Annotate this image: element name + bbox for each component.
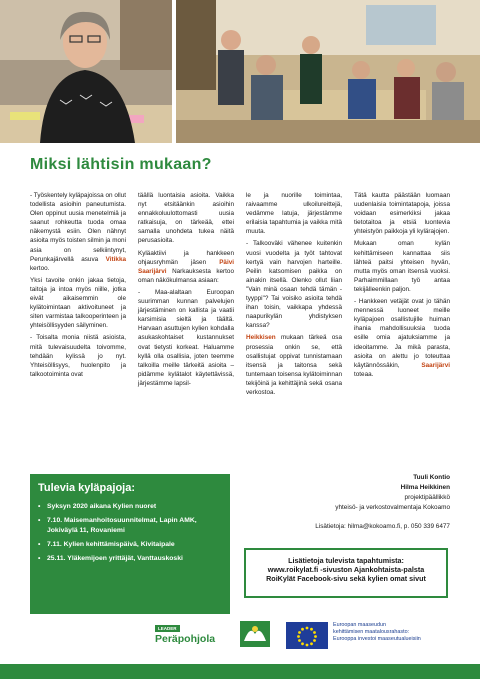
paragraph: Tätä kautta päästään luomaan uudenlaisia toimintatapoja, joissa voidaan esimerkiksi jakaa tietotaitoa ja etsiä luontevia yhteistyön paikkoja yli kylärajojen. xyxy=(354,192,450,236)
list-item xyxy=(38,540,224,550)
bullet-icon: • xyxy=(38,503,41,510)
person-name: Saarijärvi xyxy=(421,361,450,369)
contact-info: Lisätietoja: hilma@kokoamo.fi, p. 050 339 6477 xyxy=(315,523,450,530)
footer-bar xyxy=(0,664,480,679)
paragraph xyxy=(354,297,450,379)
author-role: projektipäällikkö xyxy=(404,494,450,501)
paragraph-text: - Työskentely kyläpajoissa on ollut todellista asioihin paneutumista. Olen oppinut uusia menetelmiä ja saanut rohkeutta tuoda omaa näkemystä esiin. Olen nähnyt asioita myös toisten silmin ja moni asia on selkiintynyt, Perunkajärvellä asuva xyxy=(30,192,126,263)
leader-emblem-icon xyxy=(240,621,270,647)
paragraph-text: Kyläaktiivi ja hankkeen ohjausryhmän jäsen xyxy=(138,249,234,266)
author-name: Tuuli Kontio xyxy=(413,474,450,481)
bullet-icon: • xyxy=(38,555,41,562)
photo-woman-at-table xyxy=(0,0,172,143)
info-link-website[interactable]: www.roikylat.fi -sivuston Ajankohtaista-palsta xyxy=(267,565,425,574)
section-heading: Miksi lähtisin mukaan? xyxy=(30,156,212,173)
info-line: Lisätietoja tulevista tapahtumista: xyxy=(288,556,404,565)
paragraph-text: - Hankkeen vetäjät ovat jo tähän mennessä luoneet meille kyläpajoen osallistujille huiman ihania mahdollisuuksia tuoda esille omia ajatuksiamme ja ideoitamme. Ja mikä parasta, asioita on alettu jo toteuttaa käytännössäkin, xyxy=(354,298,450,369)
paragraph: täällä luontaisia asioita. Vaikka nyt etsitäänkin asioihin ennakkoluulottomasti uusia ratkaisuja, on tärkeää, ettei samalla unohdeta tukea näitä perusasioita. xyxy=(138,192,234,245)
article-column-2 xyxy=(138,191,234,391)
paragraph-text: mukaan tärkeä osa prosessia onkin se, että osallistujat oppivat tunnistamaan itsensä ja taitonsa sekä tuntemaan toisensa kylätoiminnan tekijöinä ja kehittäjinä sekä osana verkostoa. xyxy=(246,334,343,396)
paragraph: - Maa-alaltaan Euroopan suurimman kunnan palvelujen järjestäminen on kallista ja vaatii karsimisia sieltä ja täältä. Harvaan asuttujen kylien kohdalla asukaskohtaiset kustannukset ovat tietysti korkeat. Haluamme kyllä olla osallisia, joten teemme talkoilla meille tärkeitä asioita – pidämme kylätalot käytettävissä, järjestämme lapsil- xyxy=(138,288,234,387)
author-role: yhteisö- ja verkostovalmentaja Kokoamo xyxy=(335,504,450,511)
list-item xyxy=(38,516,224,536)
photo-village-workshop-group xyxy=(176,0,480,143)
article-body xyxy=(30,191,450,463)
bullet-icon: • xyxy=(38,541,41,548)
paragraph: Yksi tavoite onkin jakaa tietoja, taitoja ja intoa myös niille, jotka eivät aikaisemmin ole kylätoimintaan aktivoituneet ja siten varmistaa talkooperinteen ja yhteisöllisyyden säilyminen. xyxy=(30,276,126,330)
paragraph-text: Narkauksesta kertoo oman näkökulmansa asiaan: xyxy=(138,267,234,284)
person-name: Vitikka xyxy=(105,255,126,263)
list-item-text: 7.11. Kylien kehittämispäivä, Kivitaipale xyxy=(47,541,175,548)
author-signature xyxy=(335,473,450,513)
article-column-1 xyxy=(30,191,126,382)
leader-perapohjola-logo xyxy=(155,625,227,647)
more-info-box xyxy=(244,548,448,598)
paragraph xyxy=(138,249,234,285)
paragraph-text: kertoo. xyxy=(30,264,50,272)
list-item xyxy=(38,502,224,512)
list-item xyxy=(38,554,224,564)
list-item-text: 7.10. Maisemanhoitosuunnitelmat, Lapin AMK, Jokiväylä 11, Rovaniemi xyxy=(47,517,197,534)
author-name: Hilma Heikkinen xyxy=(400,484,450,491)
paragraph: Mukaan oman kylän kehittämiseen kannattaa siis lähteä paitsi yhteisen hyvän, mutta myös oman itsensä vuoksi. Parhaimmillaan työ antaa tekijälleenkin paljon. xyxy=(354,240,450,293)
paragraph: - Toisalta monia niistä asioista, mitä tulevaisuudelta toivomme, tehdään kylissä jo nyt. Yhteisöllisyys, huolenpito ja talkootoiminta ovat xyxy=(30,334,126,378)
article-column-3 xyxy=(246,191,342,400)
article-column-4 xyxy=(354,191,450,382)
person-name: Heikkisen xyxy=(246,334,276,342)
paragraph: - Talkooväki vähenee kuitenkin vuosi vuodelta ja työt tahtovat kertyä vain harvojen harteille. Peilin katsomisen paikka on ainakin itsellä. Olenko ollut liian "Vain minä osaan tehdä tämän -tyyppi"? Tai voisiko asioita tehdä ihan toisin, vaikkapa yhdessä naapurikylän yhdistyksen kanssa? xyxy=(246,240,342,330)
photo-strip xyxy=(0,0,480,143)
paragraph-text: toteaa. xyxy=(354,370,374,378)
bullet-icon: • xyxy=(38,517,41,524)
paragraph: le ja nuorille toimintaa, raivaamme ulkoilureittejä, vedämme latuja, järjestämme erilaisia tapahtumia ja vaikka mitä muuta. xyxy=(246,192,342,236)
list-item-text: 25.11. Yläkemijoen yrittäjät, Vanttauskoski xyxy=(47,555,183,562)
eu-line: Euroopan maaseudun xyxy=(333,622,387,628)
workshop-list xyxy=(30,502,230,564)
list-item-text: Syksyn 2020 aikana Kylien nuoret xyxy=(47,503,157,510)
person-name: Päivi Saarijärvi xyxy=(138,258,235,275)
upcoming-workshops-title: Tulevia kyläpajoja: xyxy=(38,482,136,494)
eu-fund-text xyxy=(333,622,421,643)
paragraph xyxy=(246,333,342,397)
eu-line: kehittämisen maatalousrahasto: xyxy=(333,629,410,635)
info-link-facebook[interactable]: RoiKylät Facebook-sivu sekä kylien omat sivut xyxy=(266,574,426,583)
eu-flag-icon xyxy=(286,622,328,649)
upcoming-workshops-box xyxy=(30,474,230,614)
eu-line: Eurooppa investoi maaseutualueisiin xyxy=(333,636,421,642)
paragraph xyxy=(30,191,126,273)
leader-tag: LEADER xyxy=(155,625,180,632)
leader-name: Peräpohjola xyxy=(155,633,216,645)
